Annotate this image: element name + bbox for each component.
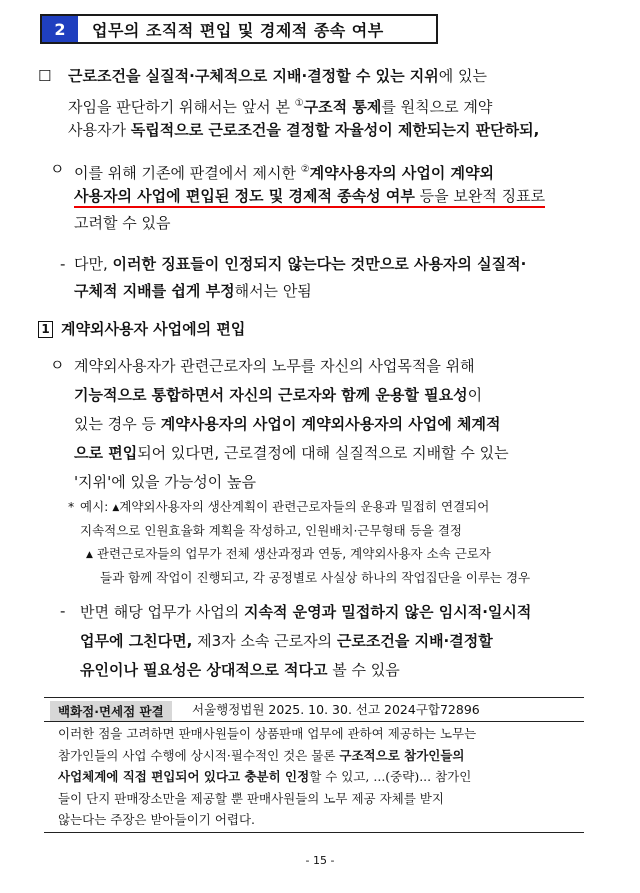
- case-label: 백화점·면세점 판결: [50, 701, 172, 721]
- note-star: *: [68, 499, 75, 514]
- case-bottom-rule: [44, 832, 584, 833]
- example-note: 예시: ▲계약외사용자의 생산계획이 관련근로자들의 운용과 밀접히 연결되어 지속적으로 인원효율화 계획을 작성하고, 인원배치·근무형태 등을 결정 ▲ 관련근로자들의 업무가 전체 생산과정과 연동, 계약외사용자 소속 근로자 들과 함께 작업이 진행되고, 각 공정별로 사실상 하나의 작업집단을 이루는 경우: [80, 499, 531, 585]
- subsection-number: 1: [38, 321, 53, 338]
- case-quote: 이러한 점을 고려하면 판매사원들이 상품판매 업무에 관하여 제공하는 노무는 참가인들의 사업 수행에 상시적·필수적인 것은 물론 구조적으로 참가인들의 사업체계에 직접 편입되어 있다고 충분히 인정할 수 있고, ...(중략)... 참가인 들이 단지 판매장소만을 제공할 뿐 판매사원들의 노무 제공 자체를 받지 않는다는 주장은 받아들이기 어렵다.: [58, 726, 477, 827]
- case-source: 서울행정법원 2025. 10. 30. 선고 2024구합72896: [192, 702, 480, 717]
- paragraph-1: 근로조건을 실질적·구체적으로 지배·결정할 수 있는 지위에 있는 자임을 판단하기 위해서는 앞서 본 ①구조적 통제를 원칙으로 계약 사용자가 독립적으로 근로조건을 결정할 자율성이 제한되는지 판단하되,: [68, 67, 540, 139]
- subsection-title: 1 계약외사용자 사업에의 편입: [38, 316, 245, 343]
- section-number: 2: [42, 16, 78, 42]
- paragraph-4: 계약외사용자가 관련근로자의 노무를 자신의 사업목적을 위해 기능적으로 통합하면서 자신의 근로자와 함께 운용할 필요성이 있는 경우 등 계약사용자의 사업이 계약외사용자의 사업에 체계적 으로 편입되어 있다면, 근로결정에 대해 실질적으로 지배할 수 있는 '지위'에 있을 가능성이 높음: [74, 357, 509, 491]
- section-title: 업무의 조직적 편입 및 경제적 종속 여부: [92, 20, 384, 40]
- paragraph-5: 반면 해당 업무가 사업의 지속적 운영과 밀접하지 않은 임시적·일시적 업무에 그친다면, 제3자 소속 근로자의 근로조건을 지배·결정할 유인이나 필요성은 상대적으로 적다고 볼 수 있음: [80, 603, 532, 679]
- section-header: [40, 14, 438, 44]
- triangle-icon: ▲: [86, 550, 93, 560]
- red-underline-text: 사용자의 사업에 편입된 정도 및 경제적 종속성 여부: [74, 187, 415, 208]
- triangle-icon: ▲: [112, 503, 120, 513]
- square-bullet: ☐: [38, 67, 52, 85]
- case-mid-rule: [44, 721, 584, 722]
- circle-bullet: ㅇ: [50, 356, 65, 374]
- paragraph-3: 다만, 이러한 징표들이 인정되지 않는다는 것만으로 사용자의 실질적· 구체적 지배를 쉽게 부정해서는 안됨: [74, 255, 527, 300]
- dash-bullet: -: [60, 255, 66, 273]
- dash-bullet: -: [60, 602, 66, 620]
- paragraph-2: 이를 위해 기존에 판결에서 제시한 ②계약사용자의 사업이 계약외 사용자의 사업에 편입된 정도 및 경제적 종속성 여부 등을 보완적 징표로 고려할 수 있음: [74, 164, 546, 232]
- case-top-rule: [44, 697, 584, 698]
- circle-bullet: ㅇ: [50, 160, 65, 178]
- page-number: - 15 -: [305, 854, 335, 867]
